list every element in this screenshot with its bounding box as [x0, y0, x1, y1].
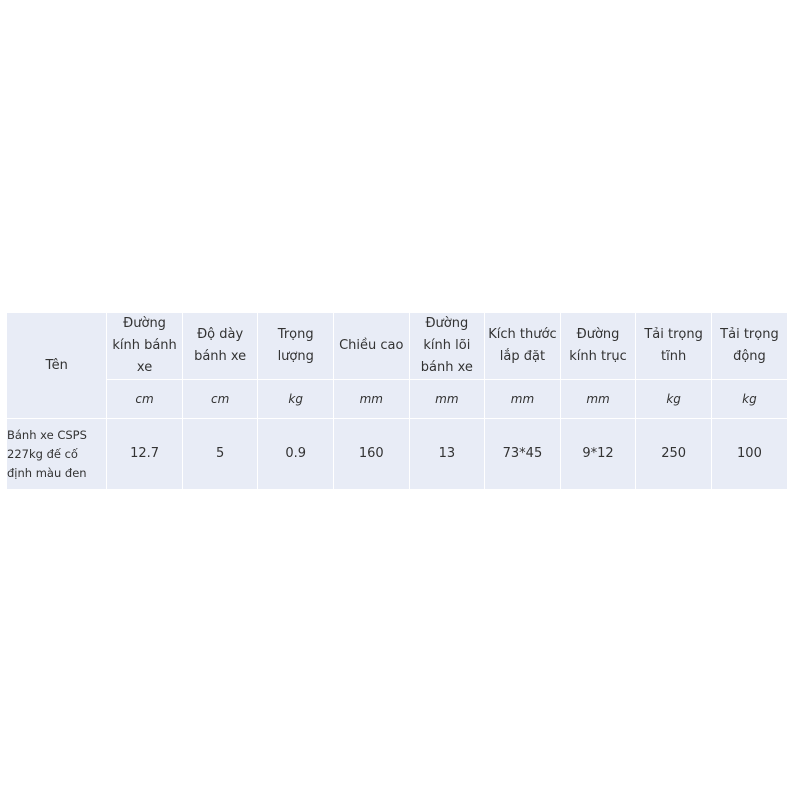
value-cell: 100	[737, 446, 762, 461]
value-cell: 73*45	[485, 419, 561, 490]
value-cell: 13	[409, 419, 485, 490]
header-wheel-thickness: Độ dày bánh xe	[182, 313, 258, 380]
header-static-load: Tải trọng tĩnh	[636, 313, 712, 380]
unit-cell: cm	[182, 380, 258, 419]
header-axle-diameter: Đường kính trục	[560, 313, 636, 380]
value-cell: 160	[334, 419, 410, 490]
value-cell: 5	[182, 419, 258, 490]
unit-cell: mm	[560, 380, 636, 419]
table-units-row	[7, 380, 787, 419]
table-header-row	[7, 313, 787, 380]
unit-cell: cm	[107, 380, 183, 419]
header-dynamic-load: Tải trọng động	[711, 313, 787, 380]
unit-cell: mm	[485, 380, 561, 419]
value-cell: 250	[636, 419, 712, 490]
table-row	[7, 419, 787, 490]
unit-cell: mm	[334, 380, 410, 419]
header-weight: Trọng lượng	[258, 313, 334, 380]
unit-cell: mm	[409, 380, 485, 419]
spec-table	[7, 313, 787, 489]
header-name: Tên	[7, 313, 107, 419]
value-cell: 0.9	[258, 419, 334, 490]
unit-cell: kg	[711, 380, 787, 419]
header-core-diameter: Đường kính lõi bánh xe	[409, 313, 485, 380]
value-cell: 9*12	[560, 419, 636, 490]
header-wheel-diameter: Đường kính bánh xe	[107, 313, 183, 380]
header-height: Chiều cao	[334, 313, 410, 380]
header-mounting-size: Kích thước lắp đặt	[485, 313, 561, 380]
unit-cell: kg	[636, 380, 712, 419]
product-name-cell: Bánh xe CSPS 227kg đế cố định màu đen	[7, 419, 107, 490]
unit-cell: kg	[258, 380, 334, 419]
value-cell: 12.7	[107, 419, 183, 490]
